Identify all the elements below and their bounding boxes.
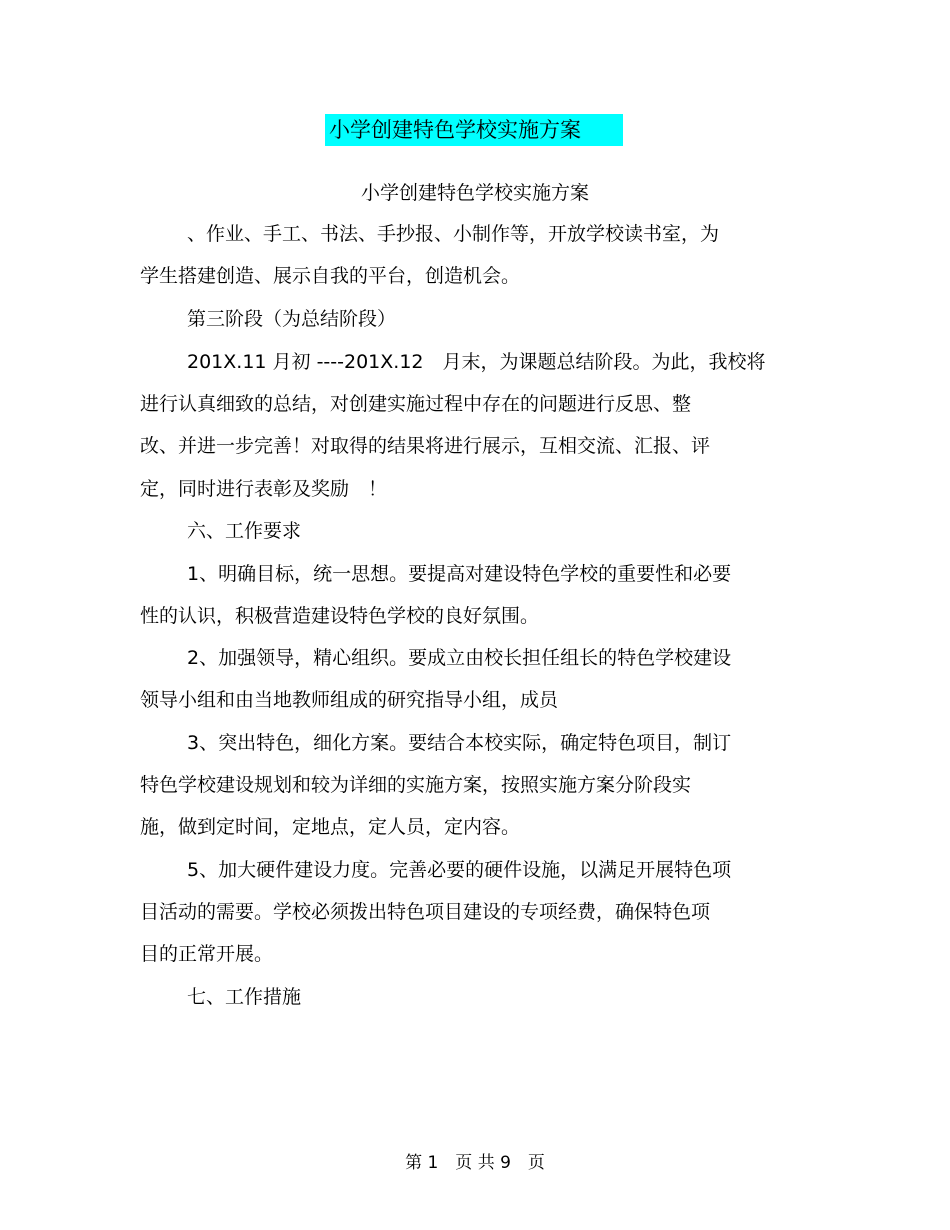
document-subtitle: 小学创建特色学校实施方案	[360, 182, 589, 204]
paragraph-line: 改、并进一步完善！对取得的结果将进行展示，互相交流、汇报、评	[140, 435, 711, 457]
paragraph-line: 施，做到定时间，定地点，定人员，定内容。	[140, 816, 521, 838]
paragraph-line: 目的正常开展。	[140, 943, 274, 965]
paragraph-line: 1、明确目标，统一思想。要提高对建设特色学校的重要性和必要	[187, 563, 732, 585]
section-heading-work-requirements: 六、工作要求	[187, 520, 302, 542]
paragraph-line: 3、突出特色，细化方案。要结合本校实际，确定特色项目，制订	[187, 732, 732, 754]
paragraph-line: 201X.11 月初 ----201X.12 月末，为课题总结阶段。为此，我校将	[187, 351, 766, 373]
paragraph-line: 学生搭建创造、展示自我的平台，创造机会。	[140, 265, 521, 287]
paragraph-line: 进行认真细致的总结，对创建实施过程中存在的问题进行反思、整	[140, 393, 692, 415]
paragraph-line: 2、加强领导，精心组织。要成立由校长担任组长的特色学校建设	[187, 647, 732, 669]
paragraph-line: 领导小组和由当地教师组成的研究指导小组，成员	[140, 689, 559, 711]
section-heading-work-measures: 七、工作措施	[187, 986, 302, 1008]
paragraph-line: 特色学校建设规划和较为详细的实施方案，按照实施方案分阶段实	[140, 774, 692, 796]
paragraph-line: 性的认识，积极营造建设特色学校的良好氛围。	[140, 605, 540, 627]
document-title: 小学创建特色学校实施方案	[325, 114, 623, 146]
page-number-footer: 第 1 页 共 9 页	[405, 1153, 545, 1173]
section-heading-stage-three: 第三阶段（为总结阶段）	[187, 308, 397, 330]
paragraph-line: 目活动的需要。学校必须拨出特色项目建设的专项经费，确保特色项	[140, 901, 711, 923]
paragraph-line: 、作业、手工、书法、手抄报、小制作等，开放学校读书室，为	[187, 223, 720, 245]
paragraph-line: 5、加大硬件建设力度。完善必要的硬件设施，以满足开展特色项	[187, 859, 732, 881]
paragraph-line: 定，同时进行表彰及奖励 ！	[140, 478, 388, 500]
